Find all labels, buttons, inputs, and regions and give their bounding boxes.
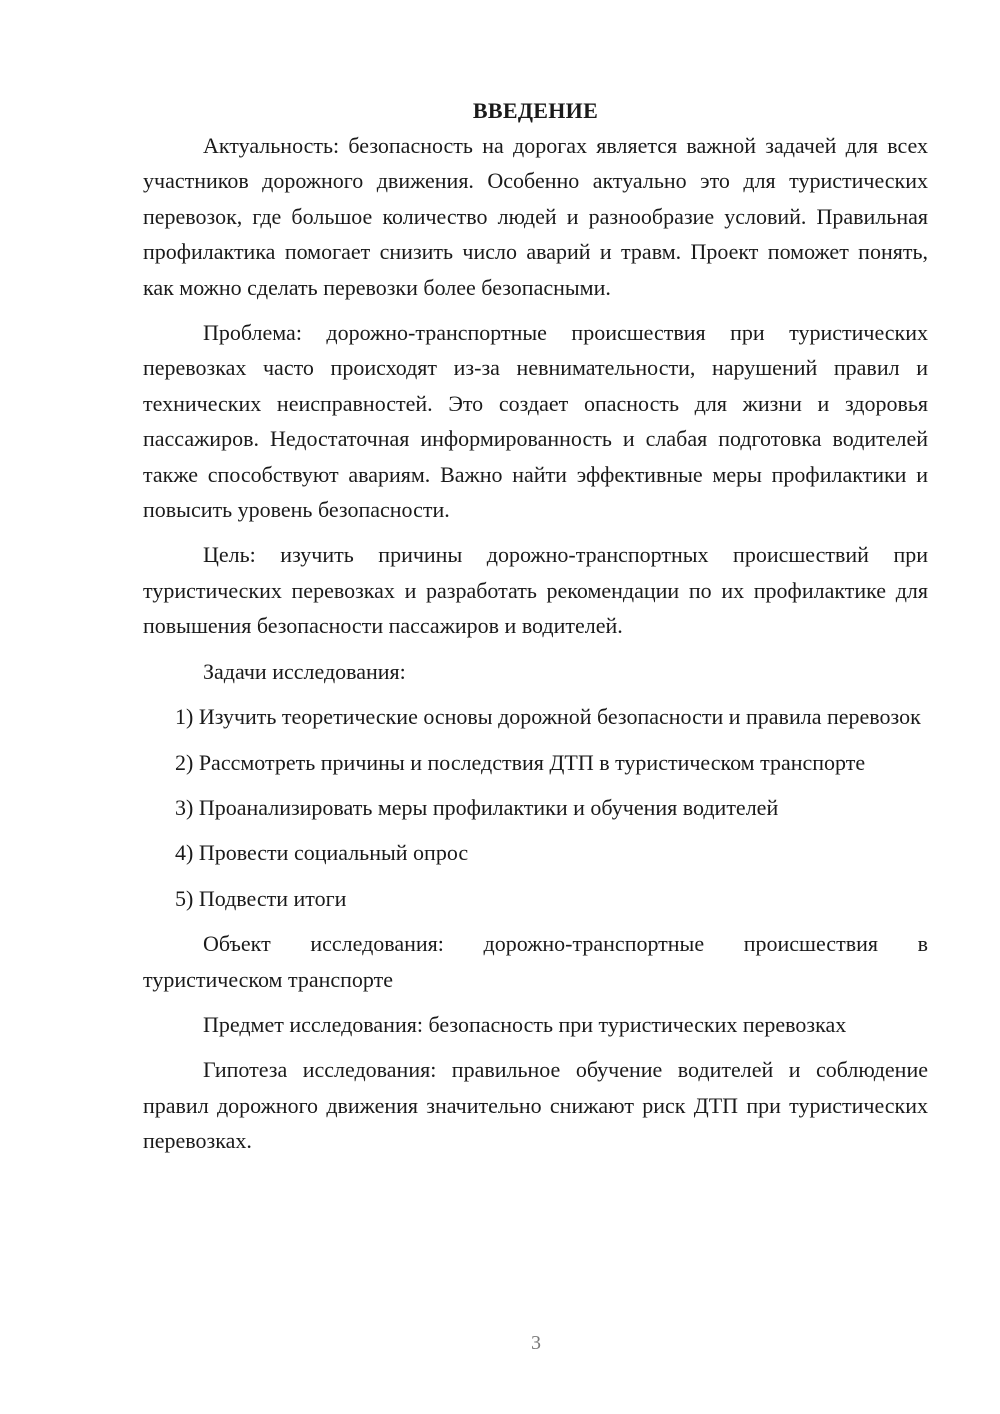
- task-item-3: 3) Проанализировать меры профилактики и обучения водителей: [175, 794, 779, 820]
- object-paragraph: Объект исследования: дорожно-транспортные происшествия в туристическом транспорте: [143, 931, 928, 992]
- problem-paragraph: Проблема: дорожно-транспортные происшествия при туристических перевозках часто происходят из-за невнимательности, нарушений правил и технических неисправностей. Это создает опасность для жизни и здоровья пассажиров. Недостаточная информированность и слабая подготовка водителей также способствуют авариям. Важно найти эффективные меры профилактики и повысить уровень безопасности.: [143, 320, 928, 523]
- page-number: 3: [531, 1332, 541, 1354]
- section-heading: ВВЕДЕНИЕ: [472, 98, 599, 123]
- relevance-paragraph: Актуальность: безопасность на дорогах является важной задачей для всех участников дорожного движения. Особенно актуально это для туристических перевозок, где большое количество людей и разнообразие условий. Правильная профилактика помогает снизить число аварий и травм. Проект поможет понять, как можно сделать перевозки более безопасными.: [143, 133, 928, 300]
- hypothesis-paragraph: Гипотеза исследования: правильное обучение водителей и соблюдение правил дорожного движения значительно снижают риск ДТП при туристических перевозках.: [143, 1057, 928, 1154]
- task-item-5: 5) Подвести итоги: [175, 885, 347, 911]
- tasks-title: Задачи исследования:: [203, 658, 406, 684]
- document-page: [143, 94, 928, 1169]
- goal-paragraph: Цель: изучить причины дорожно-транспортных происшествий при туристических перевозках и разработать рекомендации по их профилактике для повышения безопасности пассажиров и водителей.: [143, 542, 928, 639]
- task-item-1: 1) Изучить теоретические основы дорожной безопасности и правила перевозок: [175, 704, 921, 730]
- task-item-2: 2) Рассмотреть причины и последствия ДТП в туристическом транспорте: [175, 749, 866, 775]
- task-item-4: 4) Провести социальный опрос: [175, 840, 469, 866]
- subject-paragraph: Предмет исследования: безопасность при туристических перевозках: [203, 1011, 847, 1037]
